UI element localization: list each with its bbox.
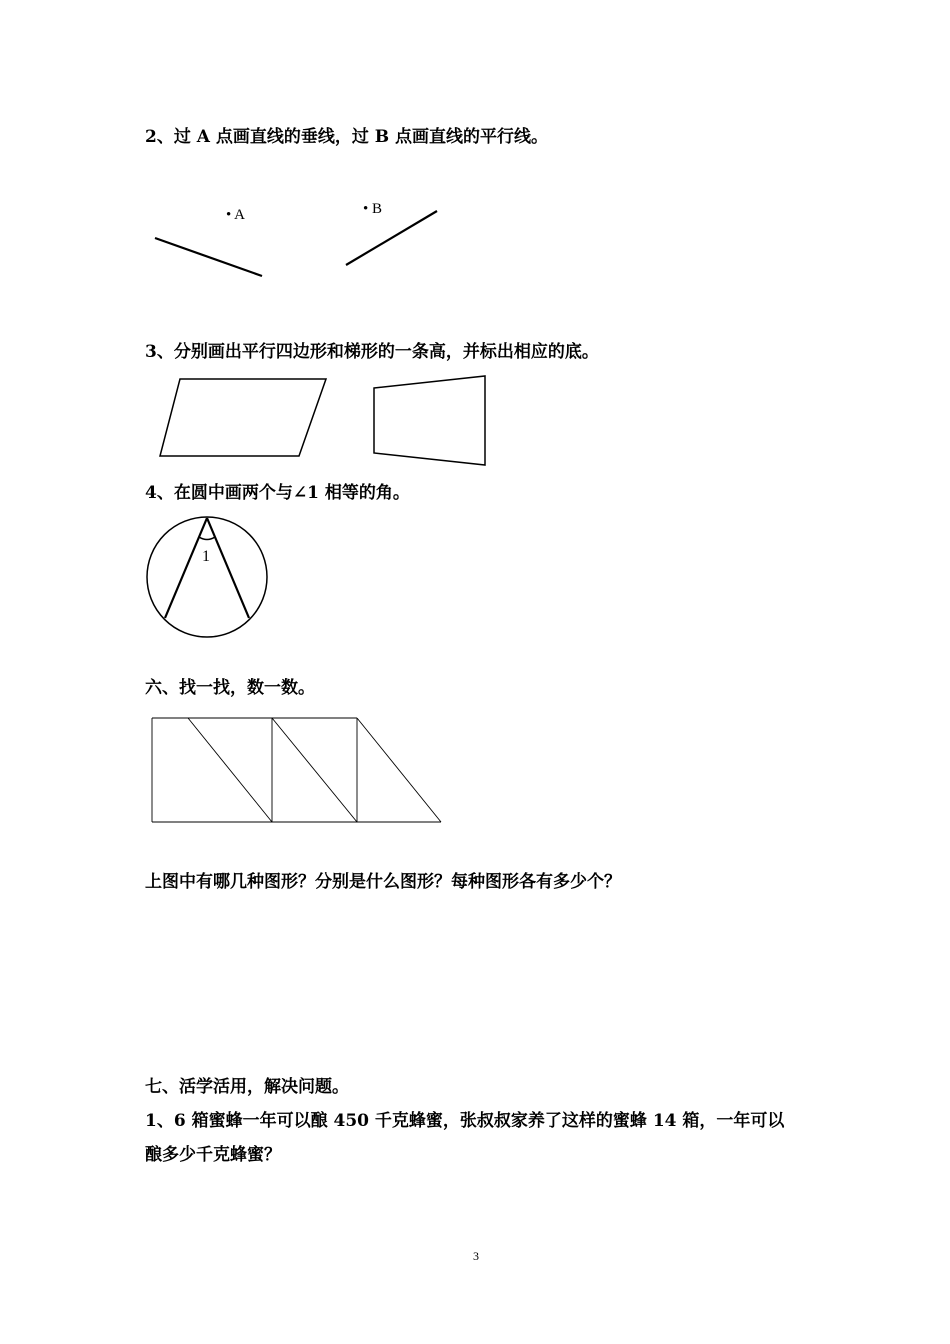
angle-1-arc <box>199 537 215 540</box>
figure-diagonal-1 <box>188 718 272 822</box>
point-b-label: • B <box>363 201 383 217</box>
parallelogram <box>160 379 326 456</box>
problem1-line2: 酿多少千克蜂蜜？ <box>145 1145 281 1165</box>
line-near-a <box>155 238 262 276</box>
section6-title: 六、找一找，数一数。 <box>145 678 315 698</box>
trapezoid <box>374 376 485 465</box>
figure-diagonal-2 <box>272 718 357 822</box>
problem1-line1: 1、6 箱蜜蜂一年可以酿 450 千克蜂蜜，张叔叔家养了这样的蜜蜂 14 箱，一年可以 <box>145 1111 785 1131</box>
point-a-label: • A <box>226 207 246 223</box>
line-near-b <box>346 211 437 265</box>
angle-ray-left <box>165 518 207 618</box>
q2-text: 2、过 A 点画直线的垂线，过 B 点画直线的平行线。 <box>145 127 549 147</box>
q3-text: 3、分别画出平行四边形和梯形的一条高，并标出相应的底。 <box>145 342 599 362</box>
section7-title: 七、活学活用，解决问题。 <box>145 1077 349 1097</box>
q4-text: 4、在圆中画两个与∠1 相等的角。 <box>145 483 410 503</box>
angle-ray-right <box>207 518 249 618</box>
angle-1-label: 1 <box>202 548 210 565</box>
page-number: 3 <box>473 1249 479 1263</box>
circle <box>147 517 267 637</box>
shapes-figure <box>152 718 441 822</box>
section6-question: 上图中有哪几种图形？分别是什么图形？每种图形各有多少个？ <box>145 872 621 892</box>
figure-diagonal-3 <box>357 718 441 822</box>
